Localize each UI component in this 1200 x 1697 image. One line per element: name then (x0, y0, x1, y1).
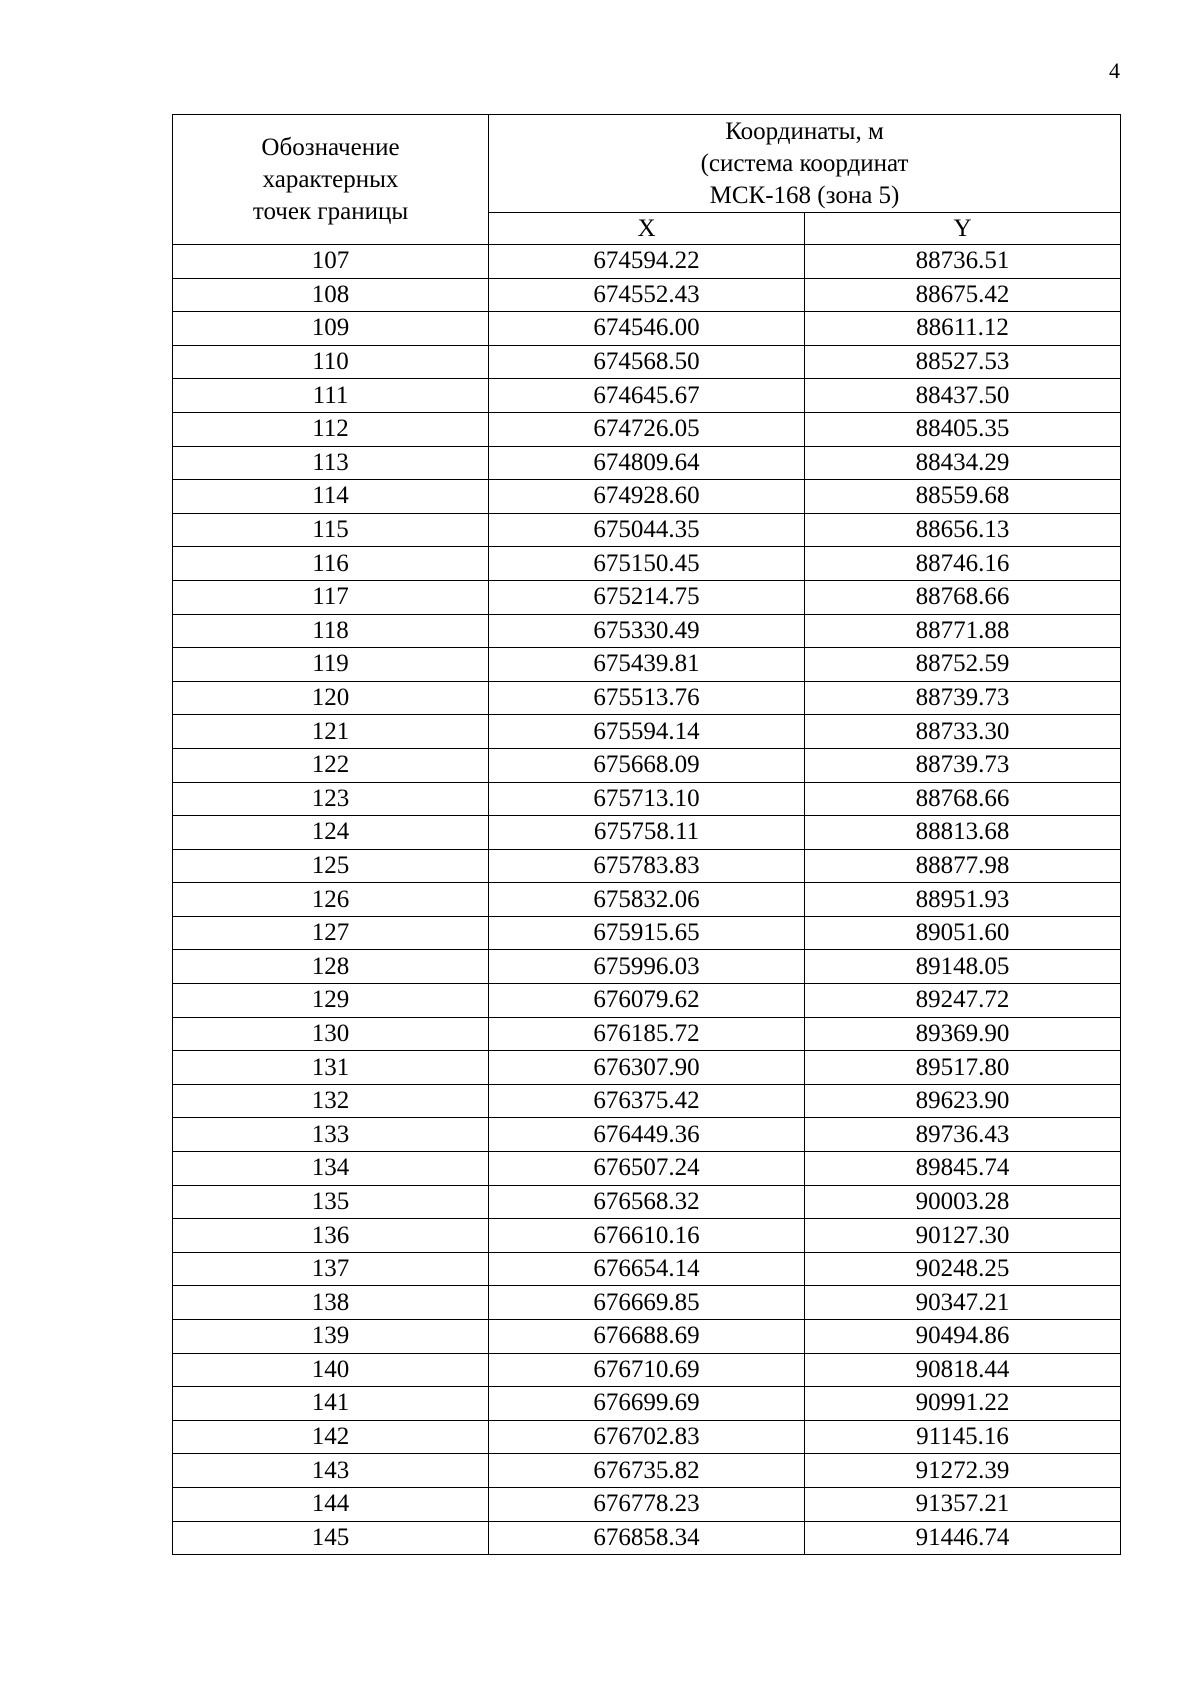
x-cell: 675915.65 (489, 916, 805, 950)
y-cell: 88527.53 (805, 345, 1121, 379)
y-cell: 88951.93 (805, 883, 1121, 917)
point-cell: 113 (173, 446, 489, 480)
point-cell: 142 (173, 1420, 489, 1454)
x-cell: 675330.49 (489, 614, 805, 648)
x-cell: 675713.10 (489, 782, 805, 816)
x-cell: 676507.24 (489, 1152, 805, 1186)
table-row (173, 1017, 1121, 1051)
x-cell: 675150.45 (489, 547, 805, 581)
y-cell: 88733.30 (805, 715, 1121, 749)
y-cell: 88768.66 (805, 782, 1121, 816)
y-cell: 88768.66 (805, 580, 1121, 614)
x-cell: 674809.64 (489, 446, 805, 480)
table-row (173, 446, 1121, 480)
y-cell: 89623.90 (805, 1084, 1121, 1118)
point-cell: 145 (173, 1521, 489, 1555)
point-cell: 125 (173, 849, 489, 883)
point-cell: 115 (173, 513, 489, 547)
point-cell: 114 (173, 480, 489, 514)
table-row (173, 748, 1121, 782)
point-cell: 108 (173, 278, 489, 312)
point-cell: 139 (173, 1320, 489, 1354)
y-cell: 89517.80 (805, 1051, 1121, 1085)
table-row (173, 715, 1121, 749)
y-cell: 88434.29 (805, 446, 1121, 480)
y-cell: 88771.88 (805, 614, 1121, 648)
point-cell: 143 (173, 1454, 489, 1488)
x-cell: 676669.85 (489, 1286, 805, 1320)
table-row (173, 1084, 1121, 1118)
x-cell: 675668.09 (489, 748, 805, 782)
point-cell: 110 (173, 345, 489, 379)
table-row (173, 1152, 1121, 1186)
table-row (173, 1487, 1121, 1521)
table-row (173, 782, 1121, 816)
x-cell: 676654.14 (489, 1252, 805, 1286)
point-cell: 140 (173, 1353, 489, 1387)
table-row (173, 1219, 1121, 1253)
y-cell: 89736.43 (805, 1118, 1121, 1152)
point-cell: 126 (173, 883, 489, 917)
table-row (173, 345, 1121, 379)
table-row (173, 312, 1121, 346)
x-cell: 674546.00 (489, 312, 805, 346)
y-cell: 88752.59 (805, 648, 1121, 682)
x-column-header: X (489, 213, 805, 245)
point-designation-label: Обозначение характерных точек границы (252, 133, 409, 225)
y-cell: 88405.35 (805, 412, 1121, 446)
y-cell: 90818.44 (805, 1353, 1121, 1387)
x-cell: 675214.75 (489, 580, 805, 614)
table-row (173, 950, 1121, 984)
y-cell: 88736.51 (805, 245, 1121, 279)
point-cell: 135 (173, 1185, 489, 1219)
y-cell: 90248.25 (805, 1252, 1121, 1286)
table-row (173, 849, 1121, 883)
x-cell: 676079.62 (489, 984, 805, 1018)
table-row (173, 1252, 1121, 1286)
point-cell: 136 (173, 1219, 489, 1253)
y-cell: 89369.90 (805, 1017, 1121, 1051)
point-cell: 134 (173, 1152, 489, 1186)
y-cell: 90003.28 (805, 1185, 1121, 1219)
x-cell: 674552.43 (489, 278, 805, 312)
y-cell: 90347.21 (805, 1286, 1121, 1320)
table-row (173, 614, 1121, 648)
point-cell: 133 (173, 1118, 489, 1152)
y-cell: 90494.86 (805, 1320, 1121, 1354)
point-cell: 129 (173, 984, 489, 1018)
x-cell: 675832.06 (489, 883, 805, 917)
x-cell: 675439.81 (489, 648, 805, 682)
table-row (173, 883, 1121, 917)
y-cell: 89051.60 (805, 916, 1121, 950)
table-row (173, 245, 1121, 279)
table-row (173, 480, 1121, 514)
point-cell: 121 (173, 715, 489, 749)
y-cell: 88656.13 (805, 513, 1121, 547)
y-cell: 89247.72 (805, 984, 1121, 1018)
point-cell: 131 (173, 1051, 489, 1085)
table-row (173, 681, 1121, 715)
point-cell: 119 (173, 648, 489, 682)
point-cell: 124 (173, 816, 489, 850)
y-cell: 88675.42 (805, 278, 1121, 312)
x-cell: 676688.69 (489, 1320, 805, 1354)
point-cell: 127 (173, 916, 489, 950)
x-cell: 676568.32 (489, 1185, 805, 1219)
table-row (173, 412, 1121, 446)
x-cell: 676185.72 (489, 1017, 805, 1051)
table-row (173, 580, 1121, 614)
point-designation-header (173, 115, 489, 245)
point-cell: 132 (173, 1084, 489, 1118)
point-cell: 123 (173, 782, 489, 816)
point-cell: 116 (173, 547, 489, 581)
point-cell: 109 (173, 312, 489, 346)
point-cell: 144 (173, 1487, 489, 1521)
point-cell: 137 (173, 1252, 489, 1286)
table-row (173, 816, 1121, 850)
x-cell: 674726.05 (489, 412, 805, 446)
table-row (173, 278, 1121, 312)
x-cell: 676778.23 (489, 1487, 805, 1521)
x-cell: 675044.35 (489, 513, 805, 547)
table-row (173, 1118, 1121, 1152)
y-cell: 89148.05 (805, 950, 1121, 984)
header-row-top (173, 115, 1121, 213)
y-cell: 89845.74 (805, 1152, 1121, 1186)
y-cell: 88746.16 (805, 547, 1121, 581)
coordinates-group-header (489, 115, 1121, 213)
x-cell: 676375.42 (489, 1084, 805, 1118)
point-cell: 117 (173, 580, 489, 614)
table-row (173, 648, 1121, 682)
x-cell: 676702.83 (489, 1420, 805, 1454)
table-row (173, 1185, 1121, 1219)
point-cell: 141 (173, 1387, 489, 1421)
y-cell: 91446.74 (805, 1521, 1121, 1555)
x-cell: 675513.76 (489, 681, 805, 715)
y-column-header: Y (805, 213, 1121, 245)
x-cell: 676307.90 (489, 1051, 805, 1085)
coordinates-label-line3: МСК-168 (зона 5) (709, 181, 900, 209)
x-cell: 676710.69 (489, 1353, 805, 1387)
y-cell: 88739.73 (805, 748, 1121, 782)
x-cell: 675783.83 (489, 849, 805, 883)
point-cell: 112 (173, 412, 489, 446)
x-cell: 674568.50 (489, 345, 805, 379)
point-cell: 111 (173, 379, 489, 413)
table-row (173, 547, 1121, 581)
y-cell: 90991.22 (805, 1387, 1121, 1421)
table-row (173, 1454, 1121, 1488)
table-row (173, 1320, 1121, 1354)
y-cell: 88611.12 (805, 312, 1121, 346)
y-cell: 90127.30 (805, 1219, 1121, 1253)
table-body (173, 245, 1121, 1555)
x-cell: 674645.67 (489, 379, 805, 413)
table-row (173, 1521, 1121, 1555)
y-cell: 88813.68 (805, 816, 1121, 850)
x-cell: 674928.60 (489, 480, 805, 514)
coordinates-label-line1: Координаты, м (725, 117, 884, 145)
page-number: 4 (1109, 58, 1120, 83)
table-header (173, 115, 1121, 245)
y-cell: 88437.50 (805, 379, 1121, 413)
y-cell: 88877.98 (805, 849, 1121, 883)
point-cell: 128 (173, 950, 489, 984)
point-cell: 120 (173, 681, 489, 715)
x-cell: 676699.69 (489, 1387, 805, 1421)
y-cell: 91357.21 (805, 1487, 1121, 1521)
x-cell: 675996.03 (489, 950, 805, 984)
x-cell: 676449.36 (489, 1118, 805, 1152)
point-cell: 138 (173, 1286, 489, 1320)
y-cell: 88559.68 (805, 480, 1121, 514)
table-row (173, 1286, 1121, 1320)
point-cell: 130 (173, 1017, 489, 1051)
table-row (173, 513, 1121, 547)
y-cell: 91272.39 (805, 1454, 1121, 1488)
coordinates-table (172, 114, 1121, 1555)
table-row (173, 916, 1121, 950)
point-cell: 118 (173, 614, 489, 648)
coordinates-label-line2: (система координат (700, 149, 909, 177)
y-cell: 91145.16 (805, 1420, 1121, 1454)
table-row (173, 1353, 1121, 1387)
table-row (173, 984, 1121, 1018)
y-cell: 88739.73 (805, 681, 1121, 715)
x-cell: 676610.16 (489, 1219, 805, 1253)
x-cell: 675758.11 (489, 816, 805, 850)
table-row (173, 379, 1121, 413)
table-row (173, 1051, 1121, 1085)
x-cell: 675594.14 (489, 715, 805, 749)
point-cell: 122 (173, 748, 489, 782)
x-cell: 676735.82 (489, 1454, 805, 1488)
table-row (173, 1387, 1121, 1421)
x-cell: 676858.34 (489, 1521, 805, 1555)
x-cell: 674594.22 (489, 245, 805, 279)
table-row (173, 1420, 1121, 1454)
point-cell: 107 (173, 245, 489, 279)
